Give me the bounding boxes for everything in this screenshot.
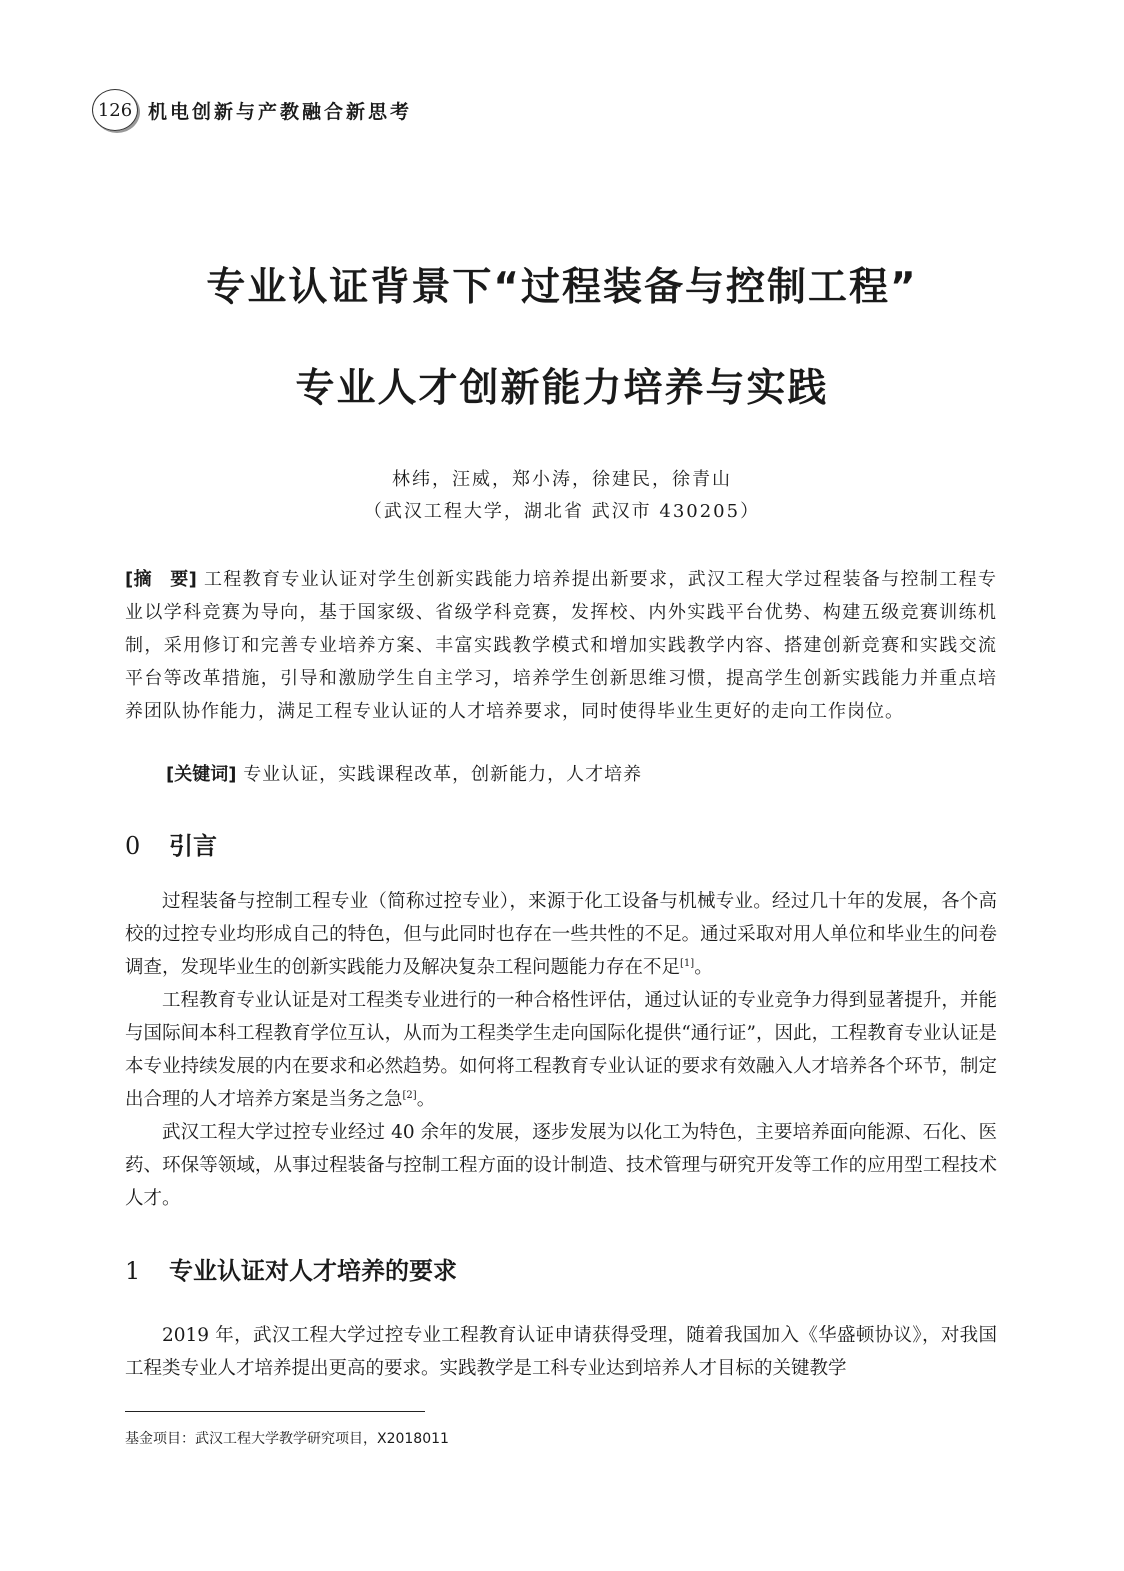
paragraph-text: 2019 年，武汉工程大学过控专业工程教育认证申请获得受理，随着我国加入《华盛顿协议》，对我国工程类专业人才培养提出更高的要求。实践教学是工科专业达到培养人才目标的关键教学 — [125, 1325, 997, 1379]
author-list: 林纬，汪威，郑小涛，徐建民，徐青山 — [392, 469, 732, 490]
keywords-text: 专业认证，实践课程改革，创新能力，人才培养 — [243, 764, 643, 785]
affiliation: （武汉工程大学，湖北省 武汉市 430205） — [363, 501, 761, 522]
abstract-text: 工程教育专业认证对学生创新实践能力培养提出新要求，武汉工程大学过程装备与控制工程专业以学科竞赛为导向，基于国家级、省级学科竞赛，发挥校、内外实践平台优势、构建五级竞赛训练机制，采用修订和完善专业培养方案、丰富实践教学模式和增加实践教学内容、搭建创新竞赛和实践交流平台等改革措施，引导和激励学生自主学习，培养学生创新思维习惯，提高学生创新实践能力并重点培养团队协作能力，满足工程专业认证的人才培养要求，同时使得毕业生更好的走向工作岗位。 — [125, 569, 997, 722]
page-number: 126 — [92, 89, 138, 131]
article-title-line-2: 专业人才创新能力培养与实践 — [295, 366, 829, 411]
section-heading-0 — [125, 826, 217, 861]
paragraph — [125, 1319, 997, 1385]
citation-ref[interactable]: [1] — [680, 957, 695, 969]
paragraph — [125, 1116, 997, 1215]
section-title: 专业认证对人才培养的要求 — [169, 1257, 457, 1285]
footnote-divider — [125, 1411, 425, 1412]
paragraph-tail: 。 — [694, 957, 713, 978]
running-title: 机电创新与产教融合新思考 — [148, 100, 413, 123]
paragraph-text: 过程装备与控制工程专业（简称过控专业），来源于化工设备与机械专业。经过几十年的发展，各个高校的过控专业均形成自己的特色，但与此同时也存在一些共性的不足。通过采取对用人单位和毕业生的问卷调查，发现毕业生的创新实践能力及解决复杂工程问题能力存在不足 — [125, 891, 997, 978]
page-header — [92, 88, 412, 132]
abstract — [125, 563, 997, 728]
section-heading-1 — [125, 1251, 457, 1286]
article-title-line-1: 专业认证背景下“过程装备与控制工程” — [206, 265, 918, 310]
abstract-label: [摘 要] — [125, 569, 197, 590]
paragraph-tail: 。 — [416, 1089, 436, 1110]
keywords-label: [关键词] — [166, 764, 237, 785]
paragraph — [125, 885, 997, 984]
paragraph-text: 武汉工程大学过控专业经过 40 余年的发展，逐步发展为以化工为特色，主要培养面向能源、石化、医药、环保等领域，从事过程装备与控制工程方面的设计制造、技术管理与研究开发等工作的应用型工程技术人才。 — [125, 1122, 997, 1209]
citation-ref[interactable]: [2] — [402, 1089, 417, 1101]
section-body-1 — [125, 1319, 997, 1385]
paragraph — [125, 984, 997, 1116]
section-title: 引言 — [169, 832, 217, 860]
paragraph-text: 工程教育专业认证是对工程类专业进行的一种合格性评估，通过认证的专业竞争力得到显著提升，并能与国际间本科工程教育学位互认，从而为工程类学生走向国际化提供“通行证”，因此，工程教育专业认证是本专业持续发展的内在要求和必然趋势。如何将工程教育专业认证的要求有效融入人才培养各个环节，制定出合理的人才培养方案是当务之急 — [125, 990, 997, 1110]
section-number: 1 — [125, 1257, 141, 1285]
keywords — [166, 760, 642, 786]
section-body-0 — [125, 885, 997, 1215]
section-number: 0 — [125, 832, 141, 860]
footnote: 基金项目：武汉工程大学教学研究项目，X2018011 — [125, 1431, 449, 1447]
